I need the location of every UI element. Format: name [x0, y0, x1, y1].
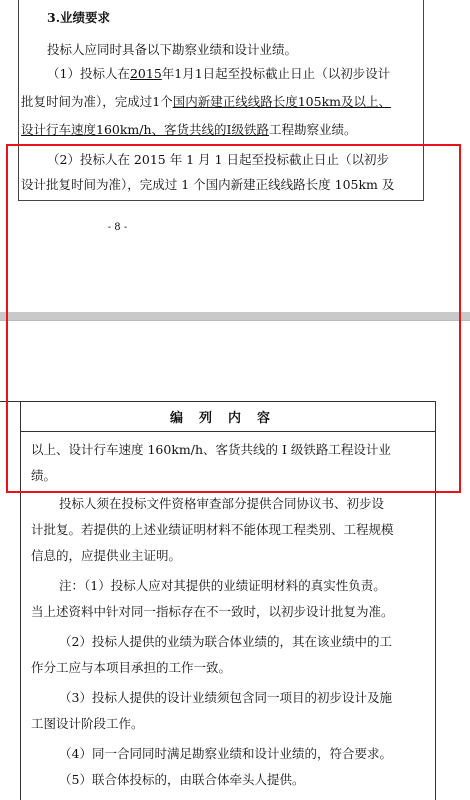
section-title: 3.业绩要求 [47, 10, 111, 25]
body-line: 绩。 [31, 468, 57, 483]
intro-text: 投标人应同时具备以下勘察业绩和设计业绩。 [47, 42, 298, 57]
body-line: （5）联合体投标的，由联合体牵头人提供。 [59, 772, 305, 787]
body-line: 作分工应与本项目承担的工作一致。 [31, 660, 232, 675]
item1-line1: （1）投标人在2015年1月1日起至投标截止日止（以初步设计 [47, 66, 391, 81]
body-line: 注：（1）投标人应对其提供的业绩证明材料的真实性负责。 [59, 578, 386, 593]
item2-line2: 设计批复时间为准），完成过 1 个国内新建正线线路长度 105km 及 [21, 177, 395, 192]
page-number: - 8 - [107, 222, 128, 233]
item2-line1: （2）投标人在 2015 年 1 月 1 日起至投标截止日止（以初步 [47, 152, 390, 167]
body-line: 工图设计阶段工作。 [31, 716, 144, 731]
body-line: 计批复。若提供的上述业绩证明材料不能体现工程类别、工程规模 [31, 522, 394, 537]
body-line: （4）同一合同同时满足勘察业绩和设计业绩的，符合要求。 [59, 746, 392, 761]
body-line: 以上、设计行车速度 160km/h、客货共线的 I 级铁路工程设计业 [31, 442, 391, 457]
body-line: （3）投标人提供的设计业绩须包含同一项目的初步设计及施 [59, 690, 392, 705]
highlight-box [6, 144, 461, 493]
table-header-label: 编列内容 [169, 411, 286, 426]
body-line: （2）投标人提供的业绩为联合体业绩的，其在该业绩中的工 [59, 634, 392, 649]
body-line: 投标人须在投标文件资格审查部分提供合同协议书、初步设 [59, 496, 385, 511]
body-line: 当上述资料中针对同一指标存在不一致时，以初步设计批复为准。 [31, 604, 394, 619]
item1-line2: 批复时间为准），完成过1个国内新建正线线路长度105km及以上、 [21, 94, 392, 109]
item1-line3: 设计行车速度160km/h、客货共线的I级铁路工程勘察业绩。 [21, 122, 357, 137]
body-line: 信息的，应提供业主证明。 [31, 548, 182, 563]
